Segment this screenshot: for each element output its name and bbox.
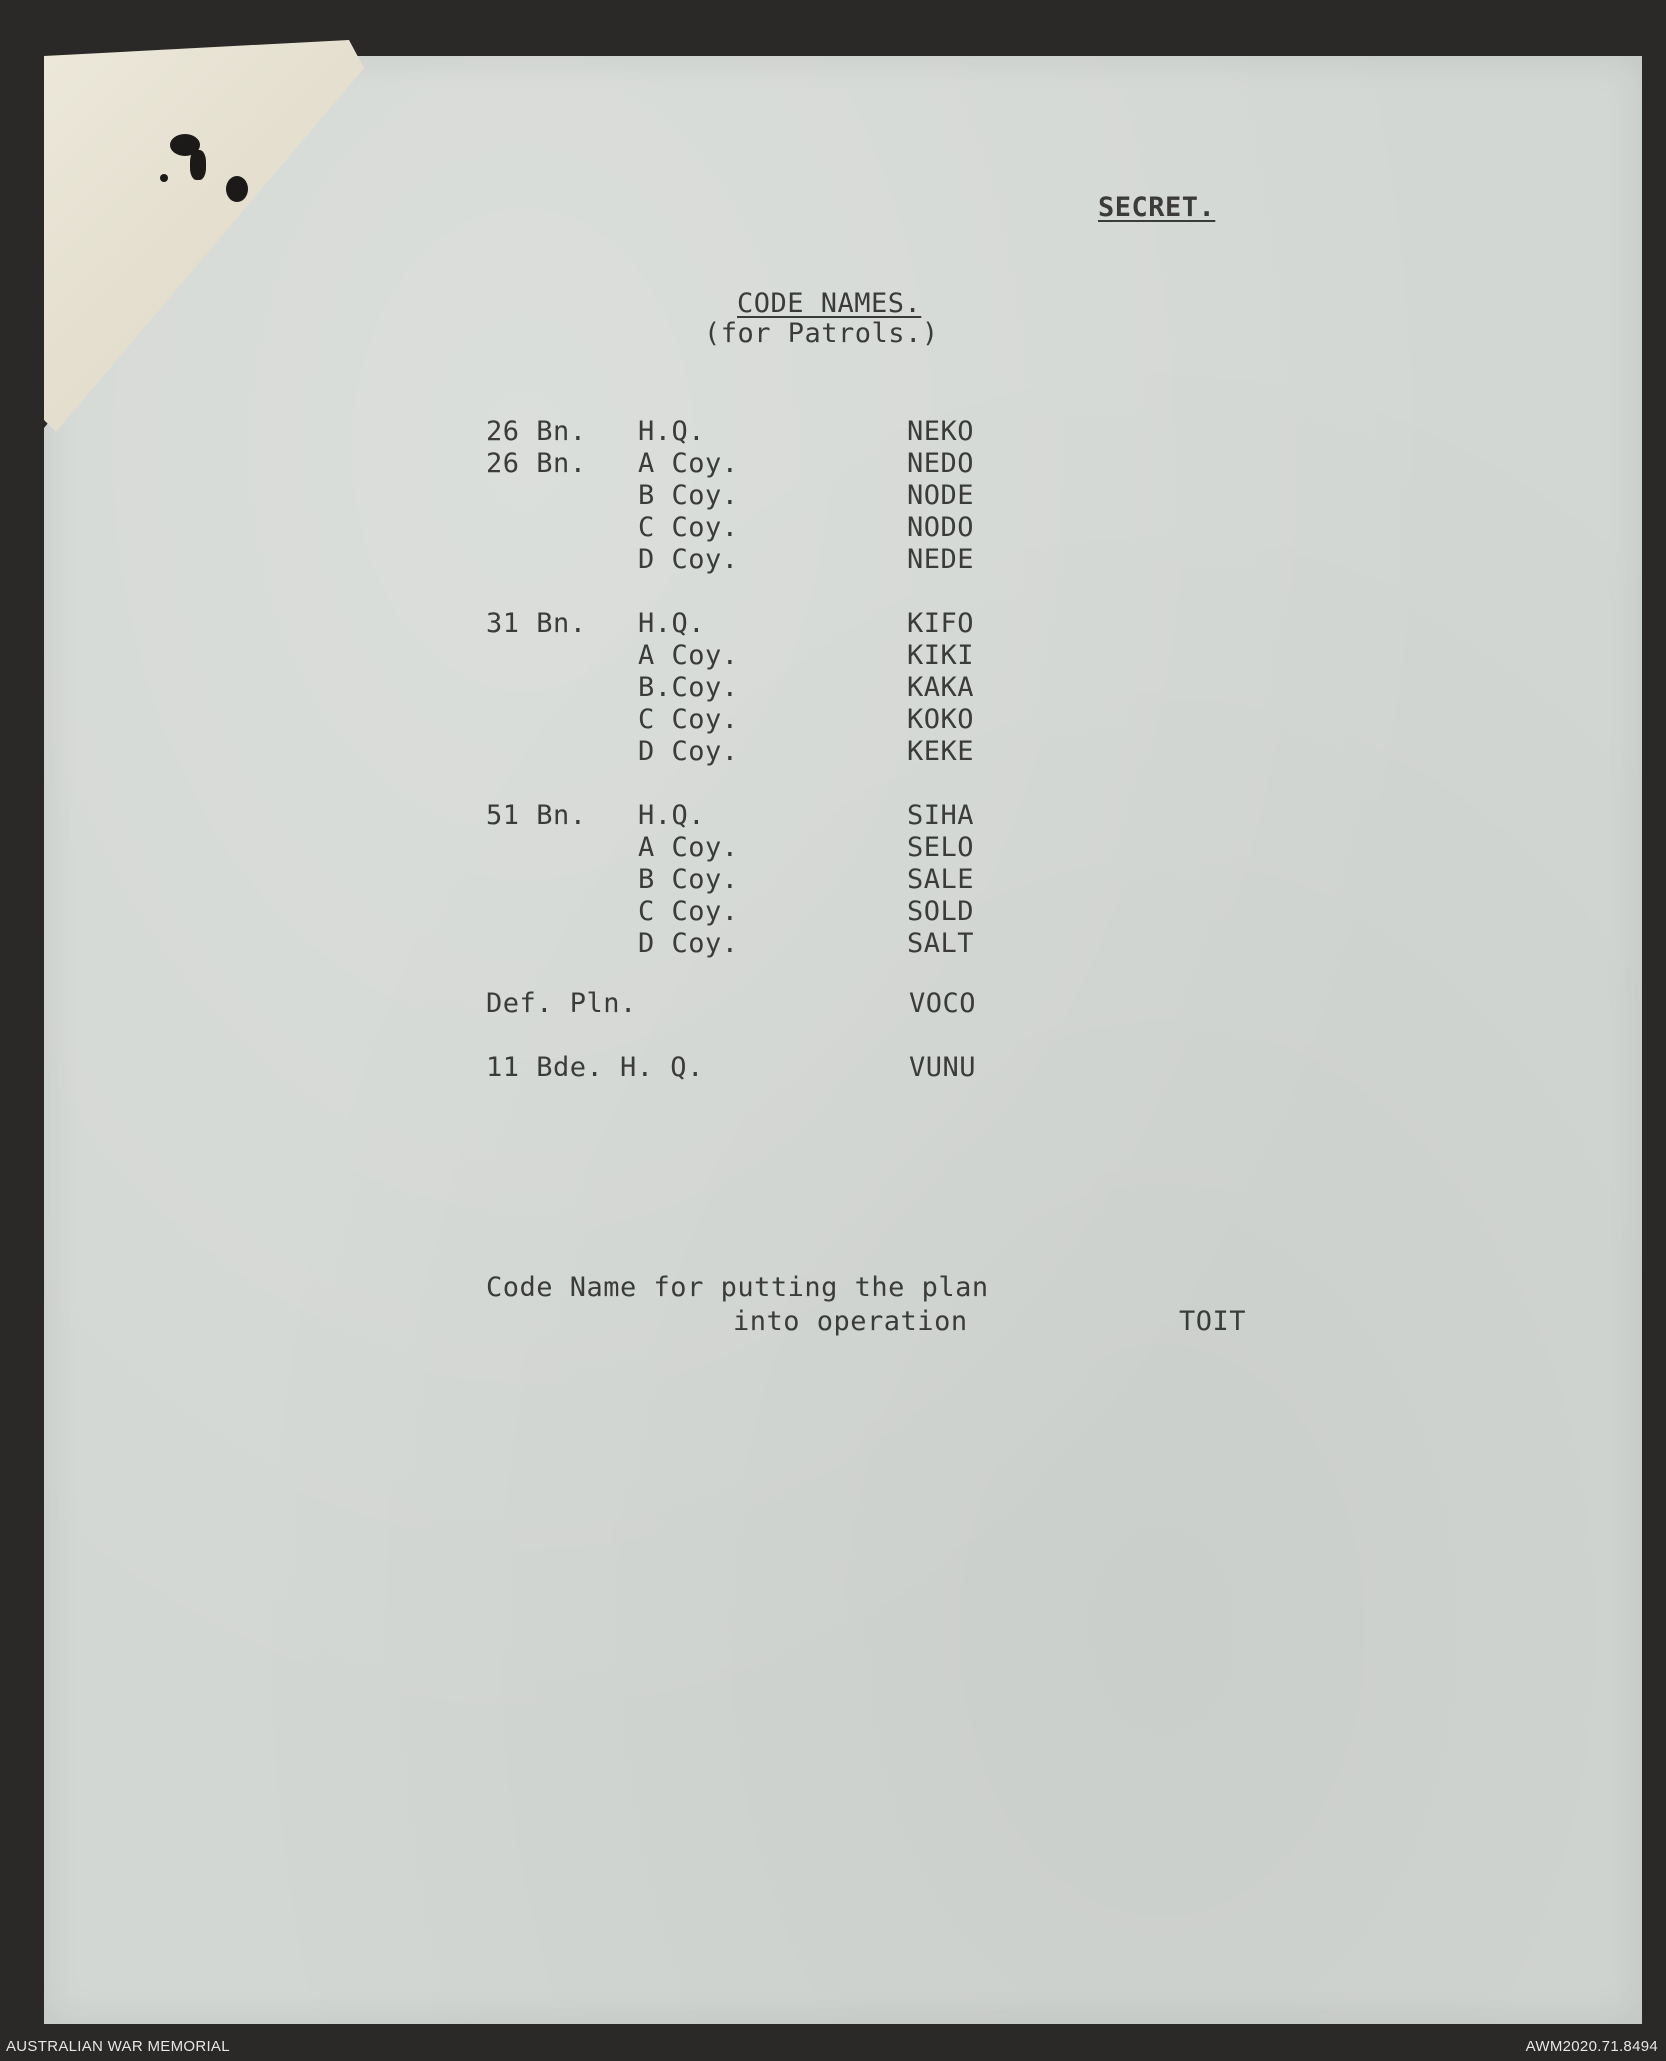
- archive-footer-left: AUSTRALIAN WAR MEMORIAL: [6, 2038, 230, 2055]
- code-name: NEDO: [907, 448, 975, 479]
- code-name: VUNU: [909, 1052, 977, 1083]
- plan-text-line-1: Code Name for putting the plan: [486, 1272, 989, 1303]
- sub-unit-label: A Coy.: [638, 832, 739, 863]
- punch-hole: [190, 150, 206, 180]
- plan-text-line-2: into operation: [733, 1306, 968, 1337]
- sub-unit-label: D Coy.: [638, 736, 739, 767]
- sub-unit-label: D Coy.: [638, 928, 739, 959]
- code-name: KEKE: [907, 736, 975, 767]
- sub-unit-label: C Coy.: [638, 896, 739, 927]
- code-name: KIKI: [907, 640, 975, 671]
- sub-unit-label: B.Coy.: [638, 672, 739, 703]
- code-name: NODO: [907, 512, 975, 543]
- sub-unit-label: H.Q.: [638, 416, 706, 447]
- punch-hole: [160, 174, 168, 182]
- classification-mark: SECRET.: [1098, 192, 1216, 223]
- sub-unit-label: C Coy.: [638, 704, 739, 735]
- code-name: KAKA: [907, 672, 975, 703]
- sub-unit-label: H.Q.: [638, 608, 706, 639]
- sub-unit-label: H.Q.: [638, 800, 706, 831]
- code-name: NEKO: [907, 416, 975, 447]
- sub-unit-label: C Coy.: [638, 512, 739, 543]
- unit-label: 11 Bde. H. Q.: [486, 1052, 704, 1083]
- plan-code-name: TOIT: [1179, 1306, 1247, 1337]
- sub-unit-label: B Coy.: [638, 864, 739, 895]
- code-name: SALT: [907, 928, 975, 959]
- sub-unit-label: A Coy.: [638, 448, 739, 479]
- unit-label: 31 Bn.: [486, 608, 587, 639]
- code-name: KIFO: [907, 608, 975, 639]
- code-name: VOCO: [909, 988, 977, 1019]
- document-title: CODE NAMES.: [737, 288, 922, 319]
- code-name: NODE: [907, 480, 975, 511]
- unit-label: Def. Pln.: [486, 988, 637, 1019]
- code-name: SOLD: [907, 896, 975, 927]
- unit-label: 26 Bn.: [486, 416, 587, 447]
- sub-unit-label: B Coy.: [638, 480, 739, 511]
- unit-label: 51 Bn.: [486, 800, 587, 831]
- code-name: NEDE: [907, 544, 975, 575]
- code-name: KOKO: [907, 704, 975, 735]
- paper-sheet: [44, 56, 1642, 2024]
- code-name: SALE: [907, 864, 975, 895]
- archive-footer-right: AWM2020.71.8494: [1525, 2038, 1658, 2055]
- unit-label: 26 Bn.: [486, 448, 587, 479]
- code-name: SIHA: [907, 800, 975, 831]
- sub-unit-label: D Coy.: [638, 544, 739, 575]
- sub-unit-label: A Coy.: [638, 640, 739, 671]
- code-name: SELO: [907, 832, 975, 863]
- punch-hole: [226, 176, 248, 202]
- document-subtitle: (for Patrols.): [704, 318, 939, 349]
